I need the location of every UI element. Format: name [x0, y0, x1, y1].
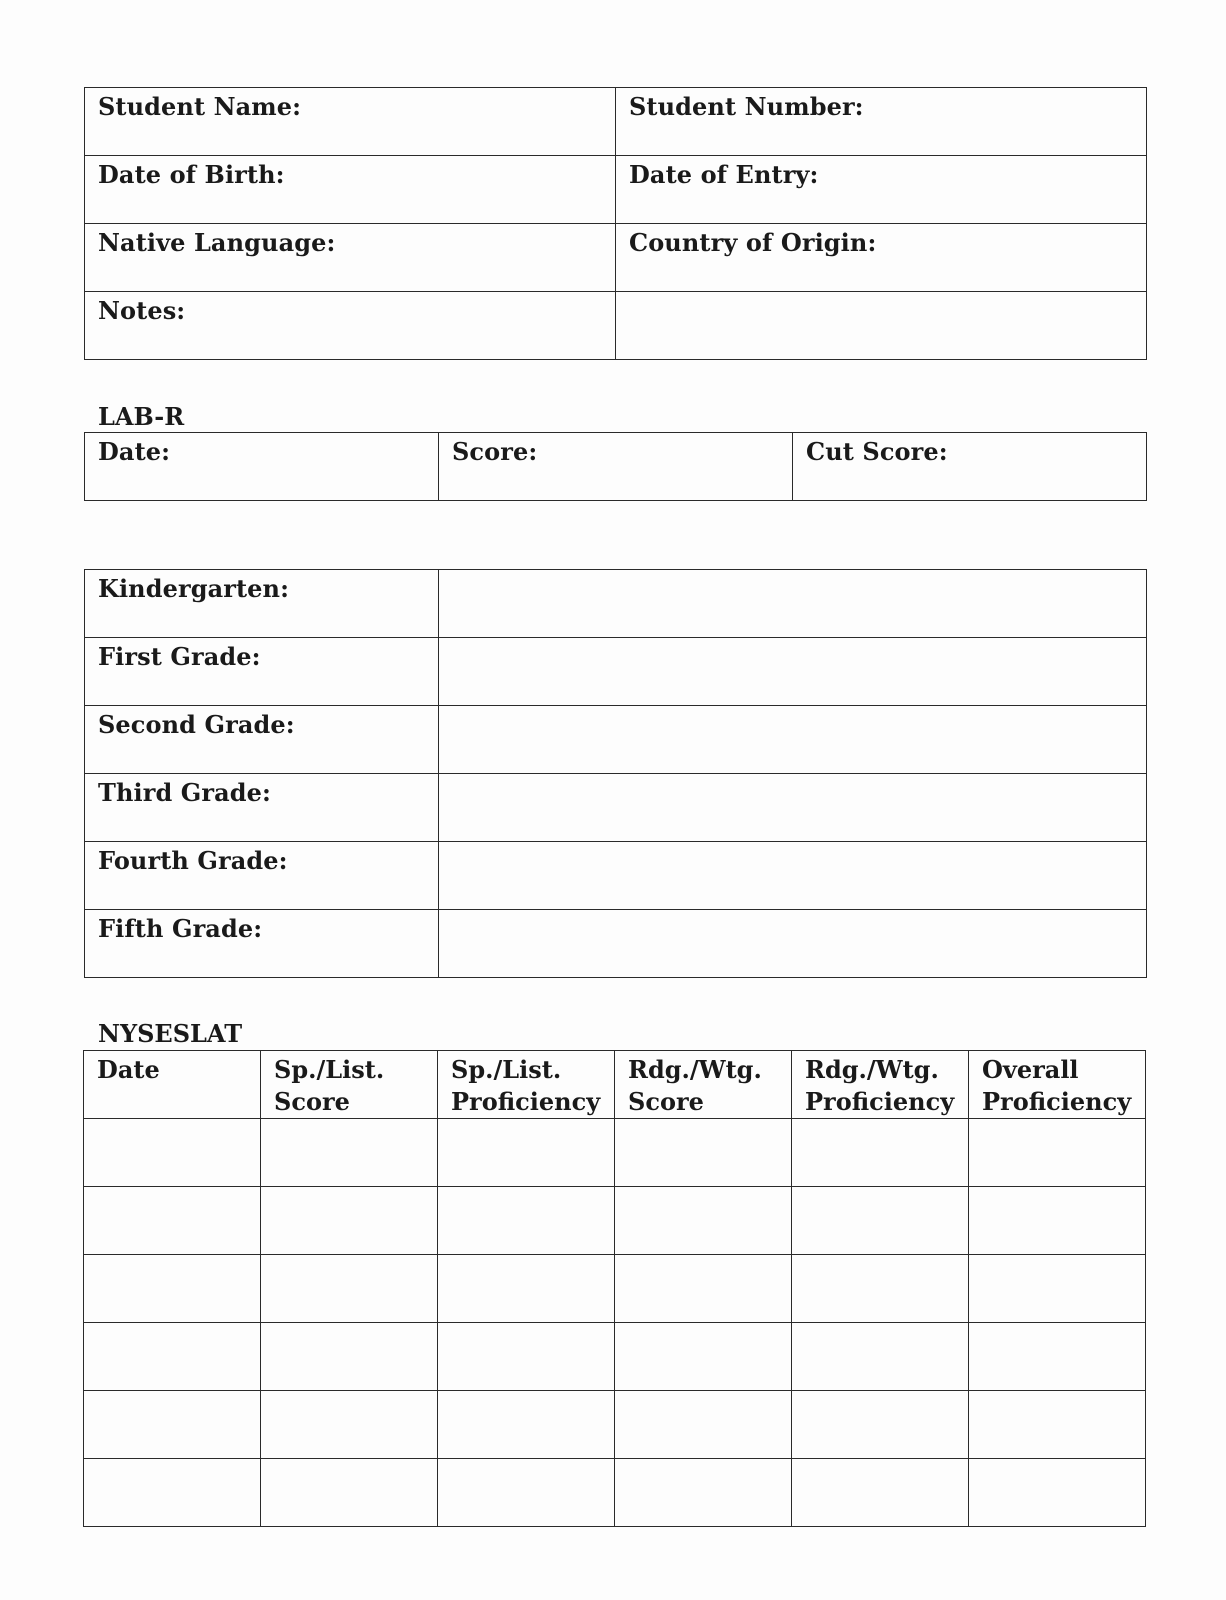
student-number-label: Student Number:	[629, 92, 864, 121]
header-line-1: Rdg./Wtg.	[628, 1055, 762, 1084]
date-of-birth-cell[interactable]	[85, 156, 616, 224]
notes-label: Notes:	[98, 296, 186, 325]
table-cell[interactable]	[261, 1459, 438, 1527]
table-cell[interactable]	[84, 1391, 261, 1459]
grade-label-cell	[85, 774, 439, 842]
table-cell[interactable]	[261, 1119, 438, 1187]
native-language-label: Native Language:	[98, 228, 336, 257]
header-line-1: Sp./List.	[274, 1055, 385, 1084]
table-cell[interactable]	[615, 1323, 792, 1391]
table-row	[84, 1459, 1146, 1527]
date-of-entry-label: Date of Entry:	[629, 160, 819, 189]
header-line-1: Overall	[982, 1055, 1079, 1084]
table-cell[interactable]	[969, 1187, 1146, 1255]
grade-row	[85, 706, 1147, 774]
nyseslat-header-sp-list-score	[261, 1051, 438, 1119]
grade-label: Kindergarten:	[98, 574, 290, 603]
table-cell[interactable]	[438, 1459, 615, 1527]
table-cell[interactable]	[792, 1323, 969, 1391]
grade-label: Third Grade:	[98, 778, 272, 807]
table-cell[interactable]	[969, 1391, 1146, 1459]
lab-r-score-label: Score:	[452, 437, 538, 466]
date-of-entry-cell[interactable]	[616, 156, 1147, 224]
grade-value-cell[interactable]	[439, 842, 1147, 910]
table-row	[84, 1391, 1146, 1459]
lab-r-date-label: Date:	[98, 437, 171, 466]
table-cell[interactable]	[615, 1459, 792, 1527]
table-cell[interactable]	[969, 1255, 1146, 1323]
header-line-2: Score	[628, 1087, 704, 1116]
nyseslat-table	[83, 1050, 1146, 1527]
table-cell[interactable]	[792, 1459, 969, 1527]
header-line-2: Proficiency	[451, 1087, 601, 1116]
table-cell[interactable]	[261, 1323, 438, 1391]
grade-value-cell[interactable]	[439, 706, 1147, 774]
table-cell[interactable]	[792, 1119, 969, 1187]
table-cell[interactable]	[261, 1391, 438, 1459]
grade-label: Fifth Grade:	[98, 914, 263, 943]
table-cell[interactable]	[438, 1391, 615, 1459]
table-cell[interactable]	[438, 1187, 615, 1255]
table-cell[interactable]	[792, 1255, 969, 1323]
lab-r-date-cell[interactable]	[85, 433, 439, 501]
student-number-cell[interactable]	[616, 88, 1147, 156]
grade-label: Second Grade:	[98, 710, 295, 739]
grade-label-cell	[85, 638, 439, 706]
table-cell[interactable]	[84, 1255, 261, 1323]
date-of-birth-label: Date of Birth:	[98, 160, 285, 189]
table-row	[84, 1187, 1146, 1255]
lab-r-score-cell[interactable]	[439, 433, 793, 501]
table-cell[interactable]	[84, 1119, 261, 1187]
table-cell[interactable]	[84, 1187, 261, 1255]
nyseslat-header-row	[84, 1051, 1146, 1119]
grade-label-cell	[85, 570, 439, 638]
table-cell[interactable]	[969, 1459, 1146, 1527]
table-cell[interactable]	[438, 1323, 615, 1391]
nyseslat-header-date	[84, 1051, 261, 1119]
table-cell[interactable]	[261, 1187, 438, 1255]
table-cell[interactable]	[969, 1323, 1146, 1391]
grade-value-cell[interactable]	[439, 570, 1147, 638]
grade-label-cell	[85, 910, 439, 978]
grade-row	[85, 570, 1147, 638]
notes-cell[interactable]	[85, 292, 616, 360]
grades-table	[84, 569, 1147, 978]
table-cell[interactable]	[261, 1255, 438, 1323]
table-cell[interactable]	[438, 1255, 615, 1323]
native-language-cell[interactable]	[85, 224, 616, 292]
country-of-origin-label: Country of Origin:	[629, 228, 877, 257]
table-cell[interactable]	[438, 1119, 615, 1187]
table-cell[interactable]	[615, 1187, 792, 1255]
nyseslat-header-overall-proficiency	[969, 1051, 1146, 1119]
nyseslat-body	[84, 1119, 1146, 1527]
table-row	[84, 1119, 1146, 1187]
header-line-2: Score	[274, 1087, 350, 1116]
table-cell[interactable]	[969, 1119, 1146, 1187]
table-cell[interactable]	[84, 1459, 261, 1527]
grade-row	[85, 910, 1147, 978]
grade-value-cell[interactable]	[439, 910, 1147, 978]
student-name-label: Student Name:	[98, 92, 302, 121]
grade-row	[85, 774, 1147, 842]
lab-r-title: LAB-R	[98, 402, 185, 431]
nyseslat-header-rdg-wtg-proficiency	[792, 1051, 969, 1119]
lab-r-table	[84, 432, 1147, 501]
header-line-1: Date	[97, 1055, 160, 1084]
grade-value-cell[interactable]	[439, 638, 1147, 706]
table-row	[84, 1323, 1146, 1391]
student-name-cell[interactable]	[85, 88, 616, 156]
lab-r-cut-score-cell[interactable]	[793, 433, 1147, 501]
nyseslat-header-sp-list-proficiency	[438, 1051, 615, 1119]
grade-label: Fourth Grade:	[98, 846, 288, 875]
nyseslat-header-rdg-wtg-score	[615, 1051, 792, 1119]
table-cell[interactable]	[615, 1391, 792, 1459]
student-info-table	[84, 87, 1147, 360]
table-cell[interactable]	[84, 1323, 261, 1391]
header-line-1: Sp./List.	[451, 1055, 562, 1084]
table-cell[interactable]	[792, 1187, 969, 1255]
table-row	[84, 1255, 1146, 1323]
notes-value-cell[interactable]	[616, 292, 1147, 360]
grade-row	[85, 638, 1147, 706]
grade-row	[85, 842, 1147, 910]
grade-label: First Grade:	[98, 642, 261, 671]
header-line-2: Proficiency	[982, 1087, 1132, 1116]
table-cell[interactable]	[615, 1255, 792, 1323]
grade-value-cell[interactable]	[439, 774, 1147, 842]
grade-label-cell	[85, 706, 439, 774]
country-of-origin-cell[interactable]	[616, 224, 1147, 292]
table-cell[interactable]	[792, 1391, 969, 1459]
header-line-2: Proficiency	[805, 1087, 955, 1116]
nyseslat-title: NYSESLAT	[98, 1019, 243, 1048]
header-line-1: Rdg./Wtg.	[805, 1055, 939, 1084]
grade-label-cell	[85, 842, 439, 910]
table-cell[interactable]	[615, 1119, 792, 1187]
lab-r-cut-score-label: Cut Score:	[806, 437, 948, 466]
